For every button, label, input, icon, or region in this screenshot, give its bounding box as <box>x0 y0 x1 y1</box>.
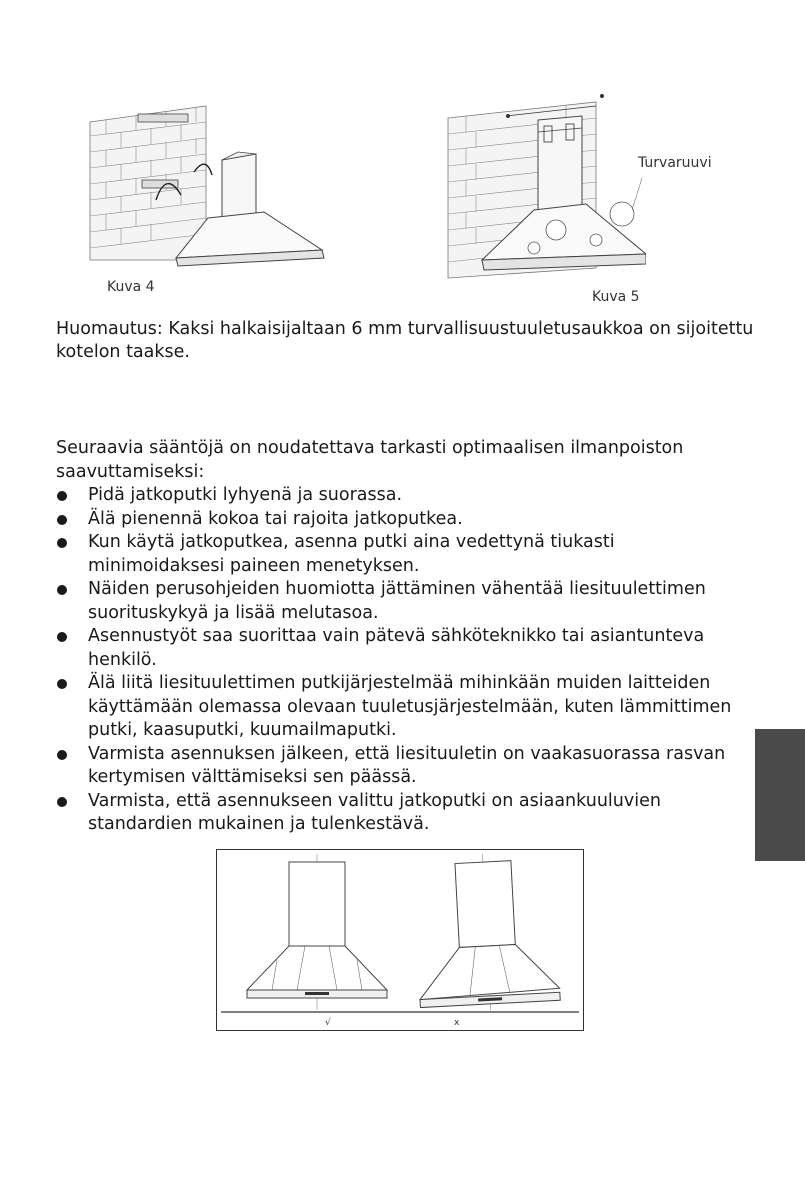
bullet-icon <box>57 515 67 525</box>
bullet-icon <box>57 679 67 689</box>
bullet-icon <box>57 491 67 501</box>
bullet-icon <box>57 538 67 548</box>
figure-5-caption: Kuva 5 <box>592 289 640 305</box>
wrong-mark: x <box>454 1018 460 1028</box>
bullet-icon <box>57 750 67 760</box>
list-item <box>56 508 756 532</box>
list-item <box>56 484 756 508</box>
figure-4-caption: Kuva 4 <box>107 279 155 295</box>
bullet-icon <box>57 632 67 642</box>
list-item <box>56 578 756 625</box>
level-comparison-figure <box>216 849 584 1031</box>
list-item <box>56 625 756 672</box>
rule-text: Asennustyöt saa suorittaa vain pätevä sähköteknikko tai asiantunteva henkilö. <box>88 626 705 670</box>
correct-mark: √ <box>325 1018 331 1028</box>
list-item <box>56 672 756 743</box>
list-item <box>56 743 756 790</box>
rule-text: Näiden perusohjeiden huomiotta jättäminen vähentää liesituulettimen suorituskykyä ja lisää melutasoa. <box>88 579 706 623</box>
rule-text: Varmista asennuksen jälkeen, että liesituuletin on vaakasuorassa rasvan kertymisen välttämiseksi sen päässä. <box>88 743 726 787</box>
rule-text: Älä pienennä kokoa tai rajoita jatkoputkea. <box>88 508 463 529</box>
hood-wall-mount-drawing <box>86 100 336 290</box>
bullet-icon <box>57 585 67 595</box>
rule-text: Kun käytä jatkoputkea, asenna putki aina vedettynä tiukasti minimoidaksesi paineen menetyksen. <box>88 532 615 576</box>
list-item <box>56 790 756 837</box>
rule-text: Älä liitä liesituulettimen putkijärjestelmää mihinkään muiden laitteiden käyttämään olemassa olevaan tuuletusjärjestelmään, kuten lämmittimen putki, kaasuputki, kuumailmaputki. <box>88 673 732 740</box>
note-paragraph: Huomautus: Kaksi halkaisijaltaan 6 mm turvallisuustuuletusaukkoa on sijoitettu kotelon taakse. <box>56 319 754 362</box>
rules-intro: Seuraavia sääntöjä on noudatettava tarkasti optimaalisen ilmanpoiston saavuttamiseksi: <box>56 438 684 482</box>
page-section-tab <box>755 729 805 861</box>
rule-text: Varmista, että asennukseen valittu jatkoputki on asiaankuuluvien standardien mukainen ja tulenkestävä. <box>88 790 661 834</box>
hood-safety-screw-drawing <box>446 88 646 288</box>
figure-5-safety-screw-label: Turvaruuvi <box>638 155 712 171</box>
figure-4-illustration <box>86 100 336 290</box>
rule-text: Pidä jatkoputki lyhyenä ja suorassa. <box>88 485 403 505</box>
bullet-icon <box>57 797 67 807</box>
figure-5-illustration <box>446 88 646 288</box>
list-item <box>56 531 756 578</box>
hood-level-comparison-drawing <box>217 850 583 1030</box>
rules-list <box>56 484 756 837</box>
